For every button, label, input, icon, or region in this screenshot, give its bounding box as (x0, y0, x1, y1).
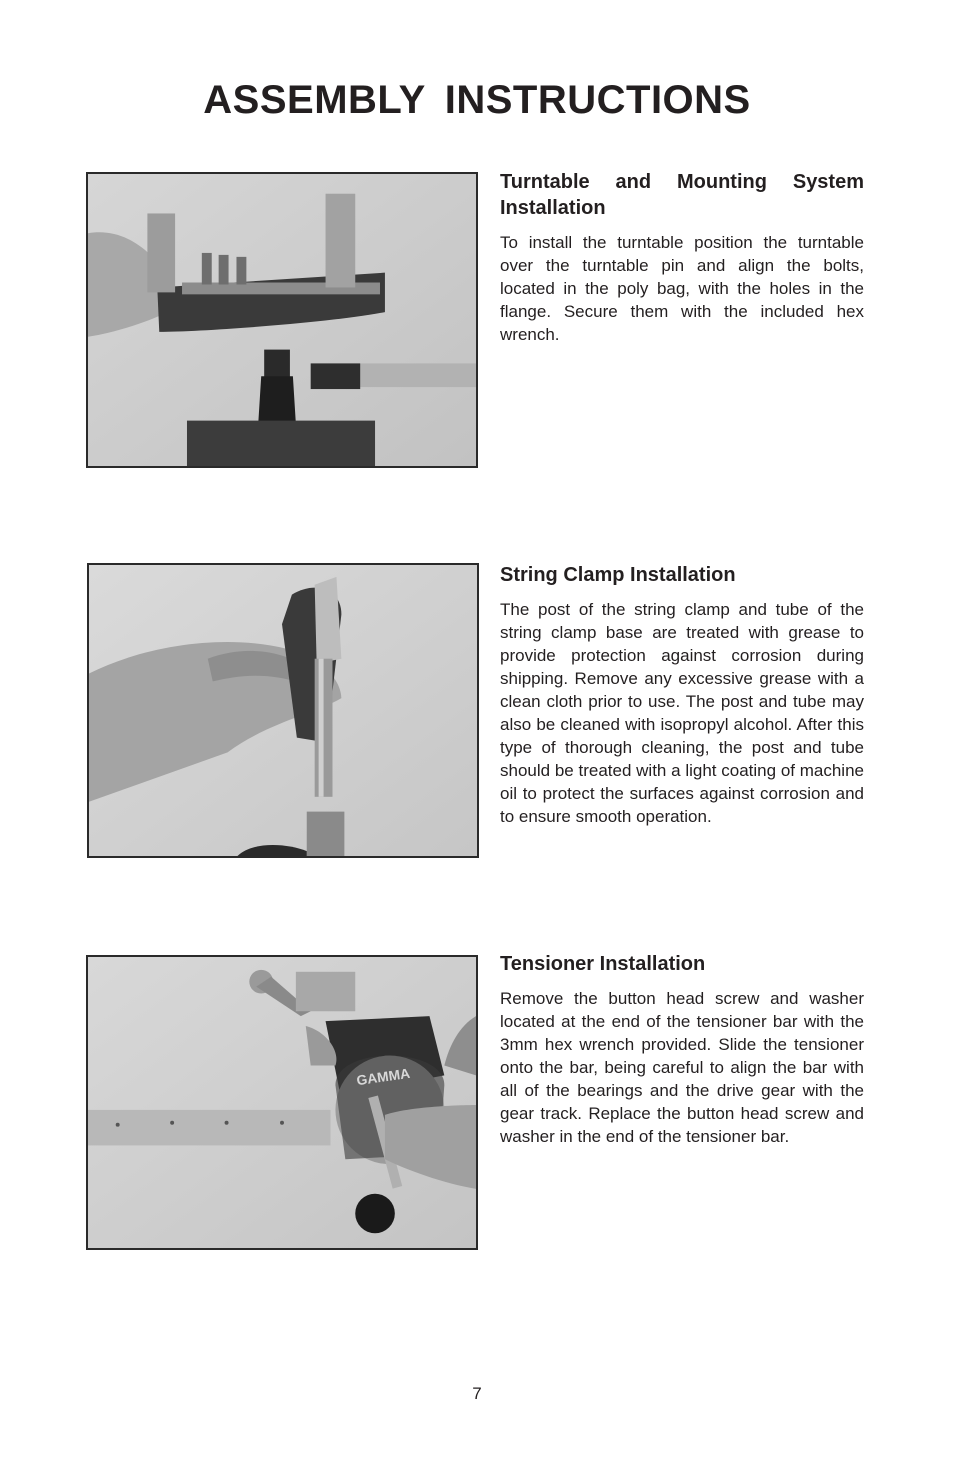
tensioner-section (500, 951, 864, 1148)
tensioner-heading: Tensioner Installation (500, 953, 706, 975)
string-clamp-heading: String Clamp Installation (500, 564, 736, 586)
turntable-photo (86, 172, 478, 468)
string-clamp-photo (87, 563, 479, 858)
string-clamp-section (500, 562, 864, 828)
page-title: ASSEMBLY INSTRUCTIONS (203, 78, 751, 122)
gamma-logo: GAMMA (355, 1064, 411, 1089)
tensioner-photo (86, 955, 478, 1250)
page-number: 7 (472, 1384, 482, 1403)
string-clamp-body: The post of the string clamp and tube of the string clamp base are treated with grease to provide protection against corrosion during shipping. Remove any excessive grease with a clean cloth prior to use. The post and tube may also be cleaned with isopropyl alcohol. After this type of thorough cleaning, the post and tube should be treated with a light coating of machine oil to protect the surfaces against corrosion and to ensure smooth operation. (500, 600, 864, 826)
turntable-section (500, 169, 864, 346)
turntable-body: To install the turntable position the turntable over the turntable pin and align the bolts, located in the poly bag, with the holes in the flange. Secure them with the included hex wrench. (500, 233, 864, 344)
turntable-heading: Turntable and Mounting System Installation (500, 171, 864, 219)
tensioner-body: Remove the button head screw and washer located at the end of the tensioner bar with the 3mm hex wrench provided. Slide the tensioner onto the bar, being careful to align the bar with all of the bearings and the drive gear with the gear track. Replace the button head screw and washer in the end of the tensioner bar. (500, 989, 864, 1146)
